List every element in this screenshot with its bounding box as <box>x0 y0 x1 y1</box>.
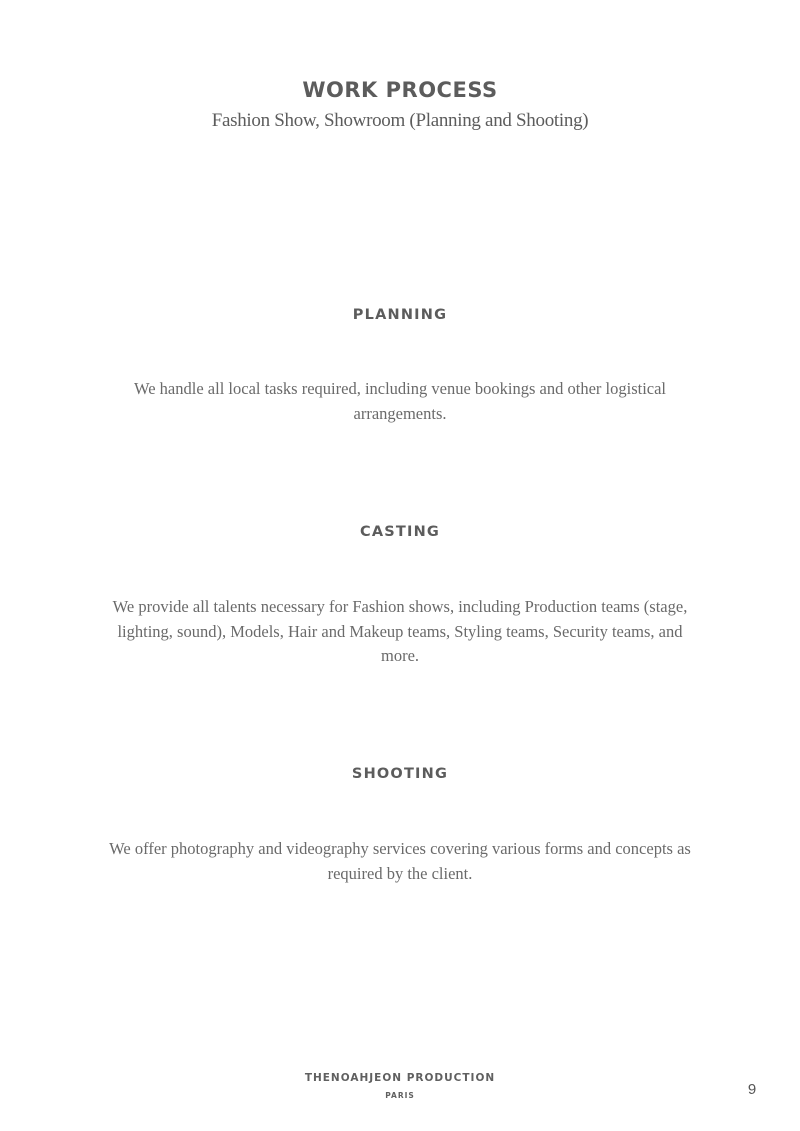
page-title: WORK PROCESS <box>302 78 498 102</box>
section-body-planning: We handle all local tasks required, including venue bookings and other logistical arrangements. <box>133 379 667 423</box>
footer-city: PARIS <box>385 1091 415 1100</box>
page-number: 9 <box>747 1081 757 1098</box>
section-heading-casting: CASTING <box>359 524 441 540</box>
page-subtitle: Fashion Show, Showroom (Planning and Shooting) <box>211 110 589 131</box>
section-heading-shooting: SHOOTING <box>351 766 449 782</box>
footer-brand: THENOAHJEON PRODUCTION <box>304 1072 496 1084</box>
section-heading-planning: PLANNING <box>352 307 448 323</box>
section-body-shooting: We offer photography and videography services covering various forms and concepts as required by the client. <box>109 839 691 883</box>
section-body-casting: We provide all talents necessary for Fashion shows, including Production teams (stage, lighting, sound), Models, Hair and Makeup teams, Styling teams, Security teams, and more. <box>112 597 688 665</box>
